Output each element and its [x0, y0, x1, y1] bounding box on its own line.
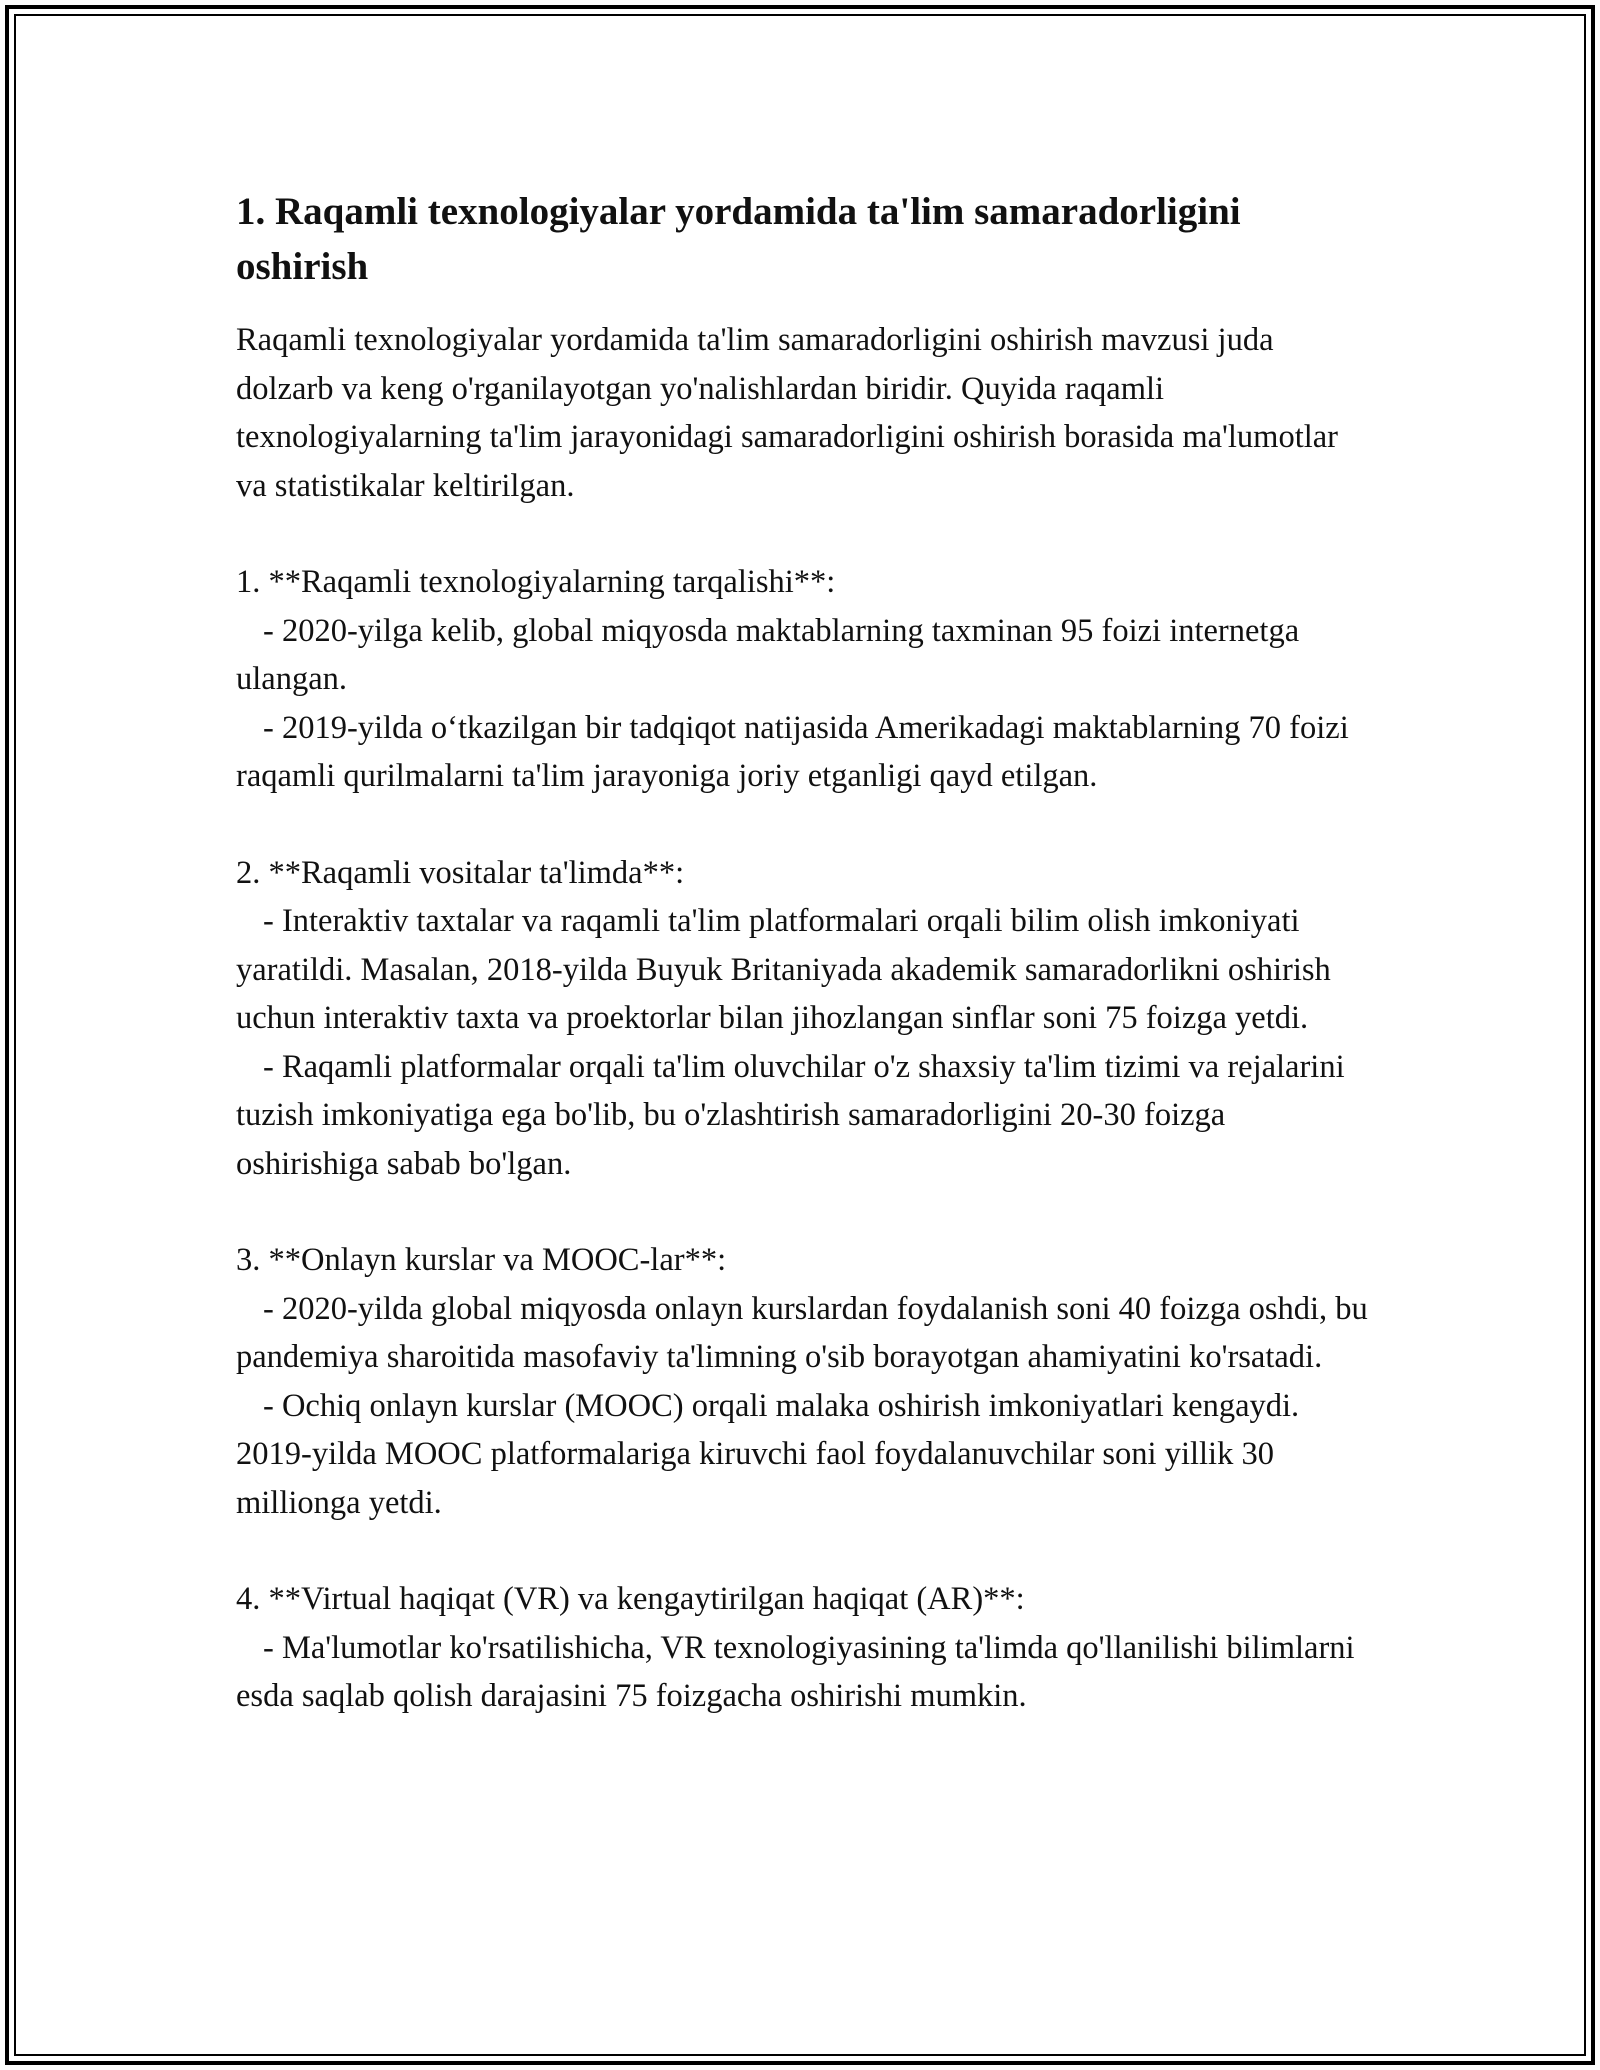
bullet-item: - Ochiq onlayn kurslar (MOOC) orqali malaka oshirish imkoniyatlari kengaydi. 2019-yilda MOOC platformalariga kiruvchi faol foydalanuvchilar soni yillik 30 millionga yetdi.	[236, 1387, 1300, 1521]
section-2	[236, 849, 1371, 1189]
document-title: 1. Raqamli texnologiyalar yordamida ta'lim samaradorligini oshirish	[236, 190, 1241, 288]
bullet-item: - 2020-yilda global miqyosda onlayn kurslardan foydalanish soni 40 foizga oshdi, bu pandemiya sharoitida masofaviy ta'limning o'sib borayotgan ahamiyatini ko'rsatadi.	[236, 1290, 1368, 1375]
bullet-item: - Raqamli platformalar orqali ta'lim oluvchilar o'z shaxsiy ta'lim tizimi va rejalarini tuzish imkoniyatiga ega bo'lib, bu o'zlashtirish samaradorligini 20-30 foizga oshirishiga sabab bo'lgan.	[236, 1048, 1345, 1182]
section-4	[236, 1575, 1371, 1721]
bullet-item: - 2020-yilga kelib, global miqyosda maktablarning taxminan 95 foizi internetga ulangan.	[236, 612, 1300, 697]
bullet-item: - 2019-yilda o‘tkazilgan bir tadqiqot natijasida Amerikadagi maktablarning 70 foizi raqamli qurilmalarni ta'lim jarayoniga joriy etganligi qayd etilgan.	[236, 709, 1349, 794]
document-body	[236, 184, 1371, 1721]
section-1	[236, 558, 1371, 801]
section-3	[236, 1236, 1371, 1527]
bullet-item: - Ma'lumotlar ko'rsatilishicha, VR texnologiyasining ta'limda qo'llanilishi bilimlarni esda saqlab qolish darajasini 75 foizgacha oshirishi mumkin.	[236, 1629, 1355, 1714]
section-heading: 3. **Onlayn kurslar va MOOC-lar**:	[236, 1242, 727, 1278]
section-heading: 1. **Raqamli texnologiyalarning tarqalishi**:	[236, 564, 836, 600]
section-heading: 4. **Virtual haqiqat (VR) va kengaytirilgan haqiqat (AR)**:	[236, 1581, 1025, 1617]
intro-paragraph: Raqamli texnologiyalar yordamida ta'lim samaradorligini oshirish mavzusi juda dolzarb va keng o'rganilayotgan yo'nalishlardan biridir. Quyida raqamli texnologiyalarning ta'lim jarayonidagi samaradorligini oshirish borasida ma'lumotlar va statistikalar keltirilgan.	[236, 322, 1339, 504]
section-heading: 2. **Raqamli vositalar ta'limda**:	[236, 854, 685, 891]
bullet-item: - Interaktiv taxtalar va raqamli ta'lim platformalari orqali bilim olish imkoniyati yaratildi. Masalan, 2018-yilda Buyuk Britaniyada akademik samaradorlikni oshirish uchun interaktiv taxta va proektorlar bilan jihozlangan sinflar soni 75 foizga yetdi.	[236, 903, 1331, 1036]
